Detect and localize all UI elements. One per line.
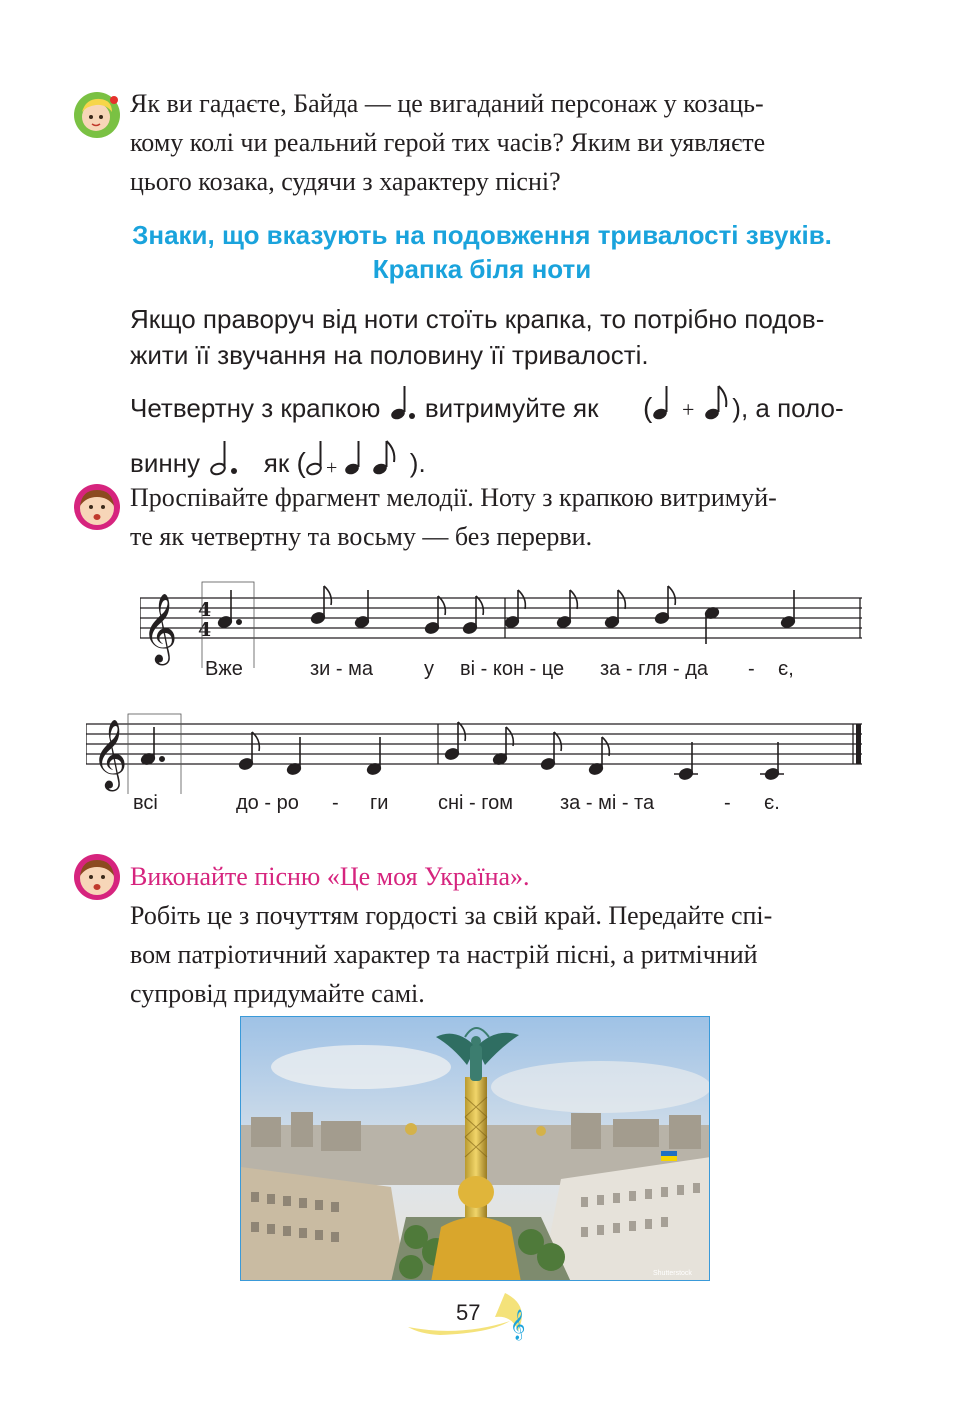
task-3-line-3: супровід придумайте самі. <box>130 979 425 1008</box>
section-title-line-2: Крапка біля ноти <box>372 254 592 284</box>
example-dotted-quarter: Четвертну з крапкою витримуйте як ( + ), а поло- <box>130 383 930 426</box>
question-1-line-2: кому колі чи реальний герой тих часів? Яким ви уявляєте <box>130 128 766 157</box>
example-dotted-half: винну як ( + ). <box>130 438 930 481</box>
kyiv-maidan-photo <box>240 1016 710 1281</box>
music-staff-1 <box>140 578 866 668</box>
lyric-2-4: ги <box>370 792 389 814</box>
example-1-before: Четвертну з крапкою <box>130 393 381 423</box>
quarter-plus-eighth-icon <box>652 383 732 423</box>
treble-clef-icon: 𝄞 <box>142 593 178 663</box>
boy-singing-icon <box>72 482 122 532</box>
example-1-after: ), а поло- <box>732 393 844 423</box>
question-1-line-3: цього козака, судячи з характеру пісні? <box>130 167 561 196</box>
task-3-title: Виконайте пісню «Це моя Україна». <box>130 862 530 891</box>
lyric-1-5: за - гля - да <box>600 658 708 680</box>
section-title-line-1: Знаки, що вказують на подовження тривалості звуків. <box>132 220 832 250</box>
page-number: 57 <box>456 1300 481 1325</box>
lyric-1-7: є, <box>778 658 794 680</box>
dotted-half-note-icon <box>207 438 241 478</box>
lyric-2-3: - <box>332 792 339 814</box>
example-1-middle: витримуйте як <box>424 393 599 423</box>
task-3-line-2: вом патріотичний характер та настрій пісні, а ритмічний <box>130 940 758 969</box>
example-2-after: ). <box>409 448 426 478</box>
lyric-2-7: - <box>724 792 731 814</box>
question-1-text <box>130 84 930 201</box>
task-2-text <box>130 478 930 556</box>
lyric-2-8: є. <box>764 792 780 814</box>
boy-thinking-icon <box>72 90 122 140</box>
photo-watermark: Shutterstock <box>653 1270 692 1277</box>
task-3-text <box>130 857 930 1013</box>
task-2-line-1: Проспівайте фрагмент мелодії. Ноту з крапкою витримуй- <box>130 483 777 512</box>
lyric-1-3: у <box>424 658 434 680</box>
boy-singing-icon <box>72 852 122 902</box>
treble-clef-icon: 𝄞 <box>510 1310 526 1340</box>
music-staff-2 <box>86 704 866 794</box>
lyric-1-6: - <box>748 658 755 680</box>
task-3-line-1: Робіть це з почуттям гордості за свій край. Передайте спі- <box>130 901 773 930</box>
lyric-2-2: до - ро <box>236 792 299 814</box>
rule-text <box>130 301 930 373</box>
time-signature-top: 4 <box>198 599 212 621</box>
half-plus-quarter-eighth-icon <box>306 438 410 478</box>
question-1-line-1: Як ви гадаєте, Байда — це вигаданий персонаж у козаць- <box>130 89 764 118</box>
time-signature-bottom: 4 <box>198 619 212 641</box>
lyric-2-6: за - мі - та <box>560 792 655 814</box>
svg-text:+: + <box>682 397 695 422</box>
lyric-1-1: Вже <box>205 658 243 680</box>
treble-clef-icon: 𝄞 <box>92 719 128 789</box>
lyric-2-1: всі <box>133 792 158 814</box>
svg-text:+: + <box>325 457 338 478</box>
rule-line-1: Якщо праворуч від ноти стоїть крапка, то потрібно подов- <box>130 304 825 334</box>
example-2-middle: як <box>263 448 290 478</box>
example-2-before: винну <box>130 448 201 478</box>
lyric-1-4: ві - кон - це <box>460 658 565 680</box>
rule-line-2: жити її звучання на половину її тривалості. <box>130 340 649 370</box>
independence-monument-illustration <box>241 1017 710 1281</box>
dotted-quarter-note-icon <box>388 383 418 423</box>
task-2-line-2: те як четвертну та восьму — без перерви. <box>130 522 593 551</box>
lyric-1-2: зи - ма <box>310 658 373 680</box>
lyric-2-5: сні - гом <box>438 792 513 814</box>
